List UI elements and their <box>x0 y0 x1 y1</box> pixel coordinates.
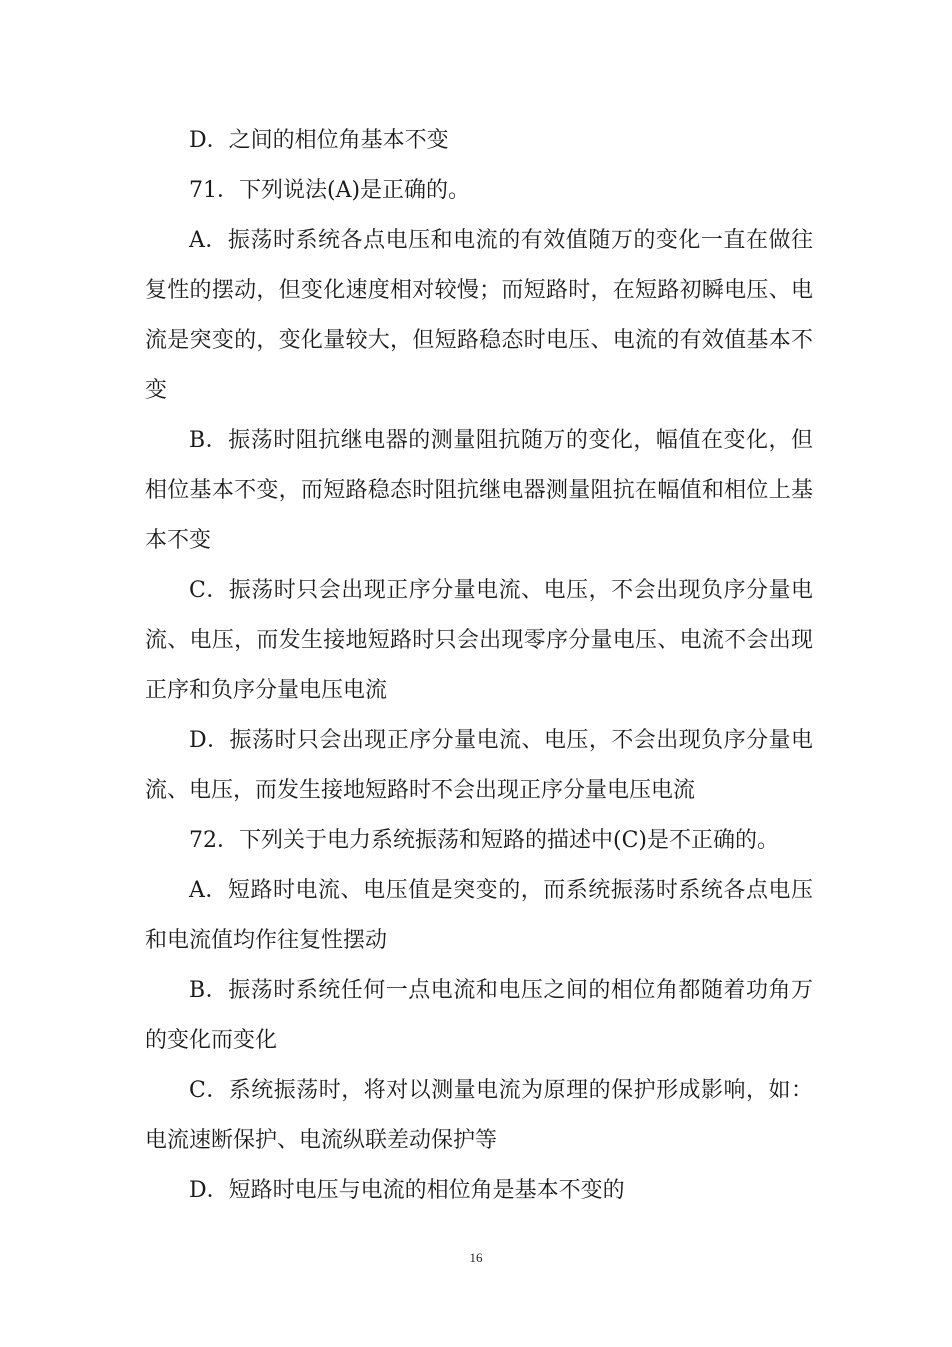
question-72-option-b: B．振荡时系统任何一点电流和电压之间的相位角都随着功角万的变化而变化 <box>145 978 813 1053</box>
question-71: 71．下列说法(A)是正确的。 <box>189 178 471 203</box>
question-71-option-a: A．振荡时系统各点电压和电流的有效值随万的变化一直在做往复性的摆动，但变化速度相对较慢；而短路时，在短路初瞬电压、电流是突变的，变化量较大，但短路稳态时电压、电流的有效值基本不变 <box>145 228 813 403</box>
question-72-option-a: A．短路时电流、电压值是突变的，而系统振荡时系统各点电压和电流值均作往复性摆动 <box>145 878 813 953</box>
question-72-option-d: D．短路时电压与电流的相位角是基本不变的 <box>189 1178 625 1203</box>
question-72-option-c: C．系统振荡时，将对以测量电流为原理的保护形成影响，如：电流速断保护、电流纵联差动保护等 <box>145 1078 813 1153</box>
question-72: 72．下列关于电力系统振荡和短路的描述中(C)是不正确的。 <box>189 828 779 853</box>
question-71-option-c: C．振荡时只会出现正序分量电流、电压，不会出现负序分量电流、电压，而发生接地短路时只会出现零序分量电压、电流不会出现正序和负序分量电压电流 <box>145 578 813 703</box>
question-71-option-d: D．振荡时只会出现正序分量电流、电压，不会出现负序分量电流、电压，而发生接地短路时不会出现正序分量电压电流 <box>145 728 813 803</box>
page-number: 16 <box>469 1250 483 1265</box>
paragraph-option-d-prev: D．之间的相位角基本不变 <box>189 128 449 153</box>
question-71-option-b: B．振荡时阻抗继电器的测量阻抗随万的变化，幅值在变化，但相位基本不变，而短路稳态时阻抗继电器测量阻抗在幅值和相位上基本不变 <box>145 428 813 553</box>
document-body <box>145 116 813 1216</box>
